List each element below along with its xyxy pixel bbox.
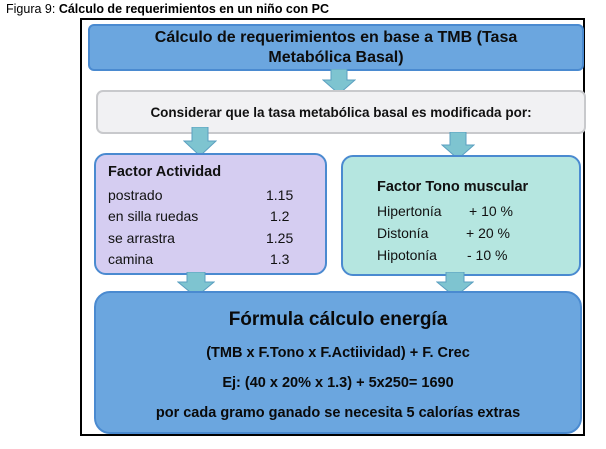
- tmb-box-line2: Metabólica Basal): [268, 48, 404, 66]
- activity-title: Factor Actividad: [108, 164, 222, 180]
- tone-title: Factor Tono muscular: [377, 179, 529, 195]
- tone-row: [377, 247, 567, 267]
- formula-title: Fórmula cálculo energía: [228, 309, 448, 330]
- activity-row: [108, 230, 308, 250]
- figure-caption: [6, 2, 329, 16]
- formula-example: Ej: (40 x 20% x 1.3) + 5x250= 1690: [222, 375, 454, 391]
- caption-prefix: Figura 9:: [6, 2, 59, 16]
- activity-label: camina: [108, 251, 154, 267]
- activity-row: [108, 208, 308, 228]
- tone-value: - 10 %: [467, 247, 508, 263]
- modifier-text: Considerar que la tasa metabólica basal es modificada por:: [150, 104, 532, 120]
- tone-label: Distonía: [377, 225, 429, 241]
- activity-value: 1.3: [270, 251, 290, 267]
- tmb-box-line1: Cálculo de requerimientos en base a TMB (Tasa: [154, 28, 518, 46]
- tone-label: Hipertonía: [377, 203, 442, 219]
- activity-value: 1.15: [266, 187, 294, 203]
- formula-expression: (TMB x F.Tono x F.Actiividad) + F. Crec: [206, 345, 470, 361]
- formula-note: por cada gramo ganado se necesita 5 calorías extras: [155, 405, 521, 421]
- tmb-box: [88, 24, 584, 71]
- activity-label: se arrastra: [108, 230, 175, 246]
- activity-value: 1.2: [270, 208, 290, 224]
- tone-value: + 20 %: [466, 225, 510, 241]
- activity-row: [108, 251, 308, 271]
- formula-box: [94, 291, 582, 434]
- modifier-box: [96, 90, 586, 134]
- activity-row: [108, 187, 308, 207]
- tone-factor-box: [341, 155, 581, 276]
- tone-row: [377, 225, 567, 245]
- caption-title: Cálculo de requerimientos en un niño con PC: [58, 2, 329, 16]
- activity-value: 1.25: [266, 230, 294, 246]
- activity-factor-box: [94, 153, 327, 275]
- tone-label: Hipotonía: [377, 247, 437, 263]
- activity-label: postrado: [108, 187, 163, 203]
- tone-value: + 10 %: [469, 203, 513, 219]
- tone-row: [377, 203, 567, 223]
- activity-label: en silla ruedas: [108, 208, 199, 224]
